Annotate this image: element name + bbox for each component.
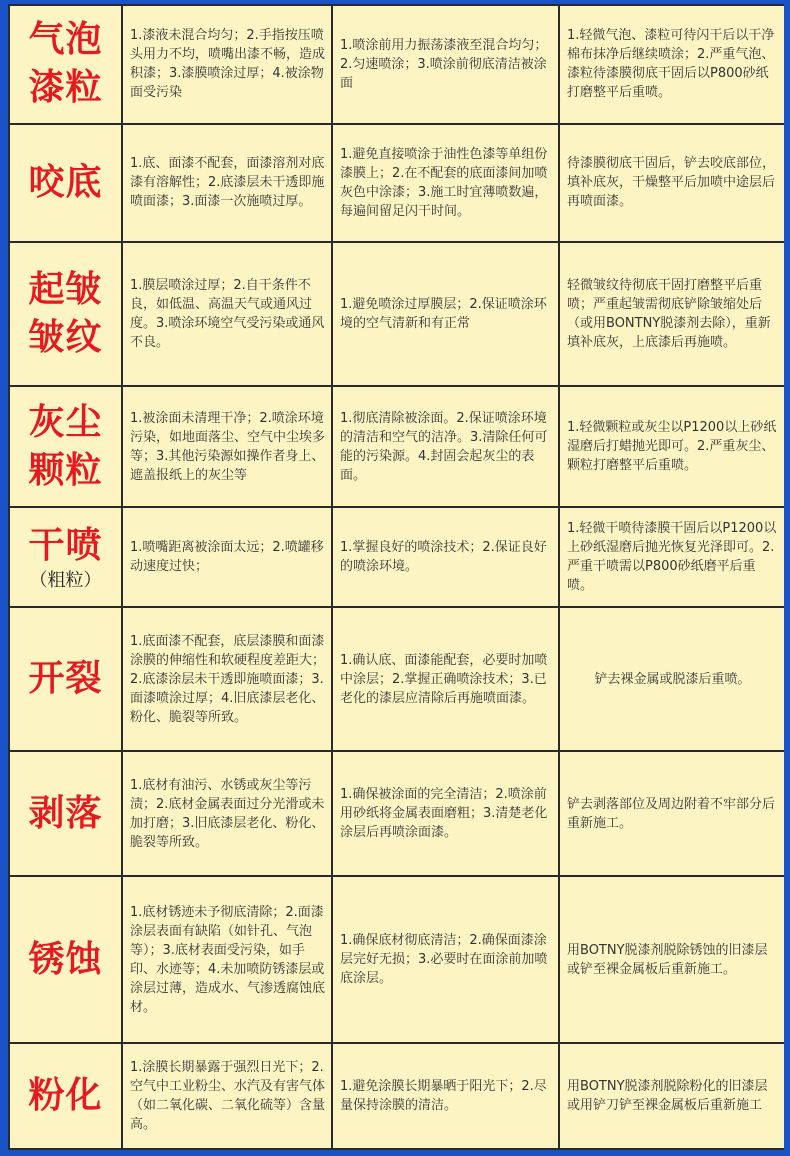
defect-name: 锈蚀 — [28, 938, 103, 980]
table-row — [10, 387, 784, 506]
solution-cell: 1.轻微气泡、漆粒可待闪干后以干净棉布抹净后继续喷涂；2.严重气泡、漆粒待漆膜彻底干固后以P800砂纸打磨整平后重喷。 — [560, 6, 784, 123]
defect-name-cell — [10, 125, 121, 242]
cause-cell: 1.底面漆不配套，底层漆膜和面漆涂膜的伸缩性和软硬程度差距大；2.底漆涂层未干透即施喷面漆；3.面漆喷涂过厚；4.旧底漆层老化、粉化、脆裂等所致。 — [123, 608, 331, 750]
cause-cell: 1.底材锈迹未予彻底清除；2.面漆涂层表面有缺陷（如针孔、气泡等）；3.底材表面受污染，如手印、水迹等；4.未加喷防锈漆层或涂层过薄，造成水、气渗透腐蚀底材。 — [123, 877, 331, 1042]
cause-cell: 1.被涂面未清理干净；2.喷涂环境污染，如地面落尘、空气中尘埃多等；3.其他污染源如操作者身上、遮盖报纸上的灰尘等 — [123, 387, 331, 506]
solution-cell: 轻微皱纹待彻底干固打磨整平后重喷；严重起皱需彻底铲除皱缩处后（或用BONTNY脱漆剂去除），重新填补底灰，上底漆后再施喷。 — [560, 243, 784, 385]
table-row — [10, 877, 784, 1042]
defect-name-cell — [10, 243, 121, 385]
defect-name-cell — [10, 6, 121, 123]
solution-cell: 1.轻微干喷待漆膜干固后以P1200以上砂纸湿磨后抛光恢复光泽即可。2.严重干喷需以P800砂纸磨平后重喷。 — [560, 508, 784, 606]
prevention-cell: 1.避免直接喷涂于油性色漆等单组份漆膜上；2.在不配套的底面漆间加喷灰色中涂漆；3.施工时宜薄喷数遍，每遍间留足闪干时间。 — [333, 125, 558, 242]
table-row — [10, 6, 784, 123]
defect-name: 粉化 — [28, 1075, 103, 1117]
prevention-cell: 1.避免涂膜长期暴晒于阳光下；2.尽量保持涂膜的清洁。 — [333, 1044, 558, 1148]
table-row — [10, 125, 784, 242]
solution-cell: 用BOTNY脱漆剂脱除粉化的旧漆层或用铲刀铲至裸金属板后重新施工 — [560, 1044, 784, 1148]
defect-name-cell — [10, 1044, 121, 1148]
cause-cell: 1.涂膜长期暴露于强烈日光下；2.空气中工业粉尘、水汽及有害气体（如二氧化碳、二氧化硫等）含量高。 — [123, 1044, 331, 1148]
table-row — [10, 608, 784, 750]
solution-cell: 铲去剥落部位及周边附着不牢部分后重新施工。 — [560, 752, 784, 875]
solution-cell: 用BOTNY脱漆剂脱除锈蚀的旧漆层或铲至裸金属板后重新施工。 — [560, 877, 784, 1042]
cause-cell: 1.底、面漆不配套，面漆溶剂对底漆有溶解性；2.底漆层未干透即施喷面漆；3.面漆一次施喷过厚。 — [123, 125, 331, 242]
solution-cell: 铲去裸金属或脱漆后重喷。 — [560, 608, 784, 750]
defects-table-frame — [8, 4, 784, 1150]
table-row — [10, 243, 784, 385]
defect-name-cell — [10, 877, 121, 1042]
defect-name: 开裂 — [28, 658, 103, 700]
defect-name: 起皱 皱纹 — [28, 269, 103, 359]
prevention-cell: 1.彻底清除被涂面。2.保证喷涂环境的清洁和空气的洁净。3.清除任何可能的污染源。4.封固会起灰尘的表面。 — [333, 387, 558, 506]
defect-name: 气泡 漆粒 — [28, 19, 103, 109]
defect-name-cell — [10, 608, 121, 750]
prevention-cell: 1.确认底、面漆能配套，必要时加喷中涂层；2.掌握正确喷涂技术；3.已老化的漆层应清除后再施喷面漆。 — [333, 608, 558, 750]
prevention-cell: 1.避免喷涂过厚膜层；2.保证喷涂环境的空气清新和有正常 — [333, 243, 558, 385]
table-row — [10, 1044, 784, 1148]
defect-name-subtitle: （粗粒） — [29, 570, 102, 592]
prevention-cell: 1.确保底材彻底清洁；2.确保面漆涂层完好无损；3.必要时在面涂前加喷底涂层。 — [333, 877, 558, 1042]
defect-name-cell — [10, 752, 121, 875]
solution-cell: 1.轻微颗粒或灰尘以P1200以上砂纸湿磨后打蜡抛光即可。2.严重灰尘、颗粒打磨整平后重喷。 — [560, 387, 784, 506]
defect-name: 咬底 — [28, 161, 103, 203]
paint-defects-table — [8, 4, 786, 1150]
cause-cell: 1.膜层喷涂过厚；2.自干条件不良，如低温、高温天气或通风过度。3.喷涂环境空气受污染或通风不良。 — [123, 243, 331, 385]
defect-name: 干喷 — [28, 525, 103, 567]
prevention-cell: 1.掌握良好的喷涂技术；2.保证良好的喷涂环境。 — [333, 508, 558, 606]
prevention-cell: 1.确保被涂面的完全清洁；2.喷涂前用砂纸将金属表面磨粗；3.清楚老化涂层后再喷涂面漆。 — [333, 752, 558, 875]
defect-name-cell — [10, 508, 121, 606]
table-row — [10, 752, 784, 875]
cause-cell: 1.底材有油污、水锈或灰尘等污渍；2.底材金属表面过分光滑或未加打磨；3.旧底漆层老化、粉化、脆裂等所致。 — [123, 752, 331, 875]
table-row — [10, 508, 784, 606]
solution-cell: 待漆膜彻底干固后，铲去咬底部位，填补底灰，干燥整平后加喷中途层后再喷面漆。 — [560, 125, 784, 242]
prevention-cell: 1.喷涂前用力振荡漆液至混合均匀；2.匀速喷涂；3.喷涂前彻底清洁被涂面 — [333, 6, 558, 123]
defect-name: 剥落 — [28, 792, 103, 834]
defect-name-cell — [10, 387, 121, 506]
cause-cell: 1.喷嘴距离被涂面太远；2.喷罐移动速度过快； — [123, 508, 331, 606]
cause-cell: 1.漆液未混合均匀；2.手指按压喷头用力不均，喷嘴出漆不畅，造成积漆；3.漆膜喷涂过厚；4.被涂物面受污染 — [123, 6, 331, 123]
defect-name: 灰尘 颗粒 — [28, 401, 103, 491]
